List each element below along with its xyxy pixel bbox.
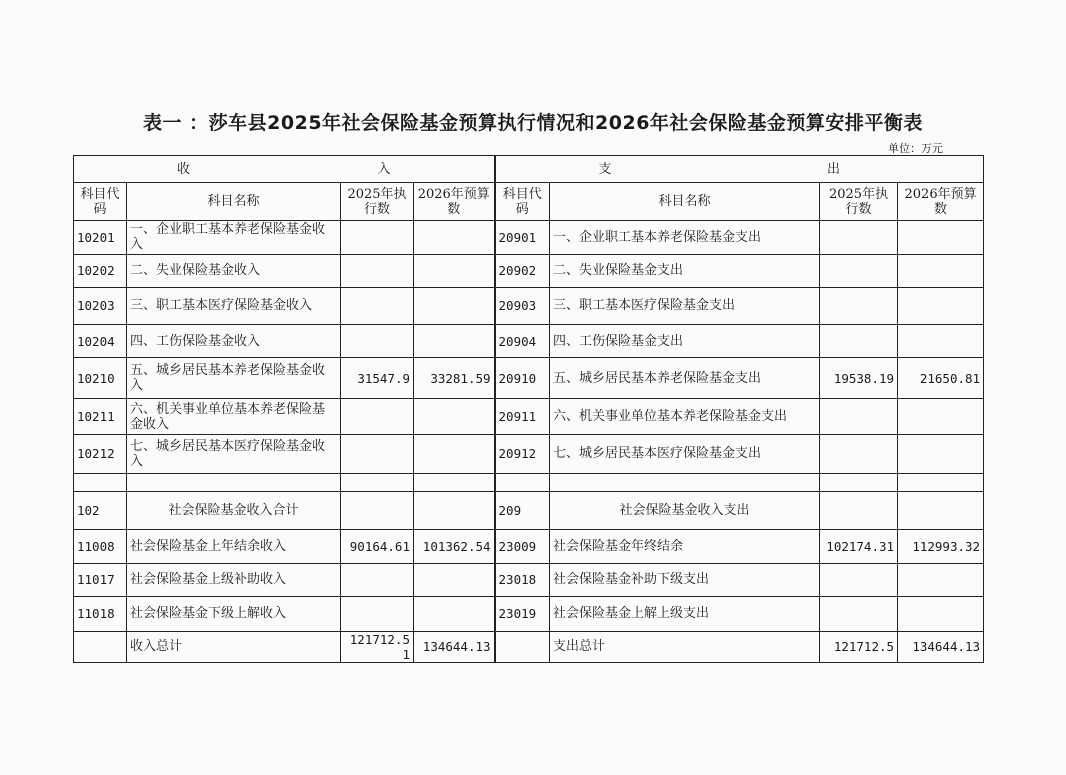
table-row <box>74 220 984 254</box>
income-code-cell: 10203 <box>74 287 127 324</box>
income-2025-cell: 31547.9 <box>341 358 414 398</box>
section-header-row <box>74 156 984 183</box>
expense-2026-cell: 134644.13 <box>898 631 984 662</box>
expense-code-cell <box>495 473 550 491</box>
expense-code-cell: 20910 <box>495 358 550 398</box>
table-row <box>74 631 984 662</box>
income-2026-cell <box>414 435 495 473</box>
expense-2026-cell <box>898 597 984 631</box>
expense-2025-header: 2025年执行数 <box>820 183 898 220</box>
expense-2025-cell <box>820 563 898 596</box>
income-name-cell: 收入总计 <box>127 631 341 662</box>
expense-name-cell: 社会保险基金年终结余 <box>550 530 820 563</box>
income-name-cell: 社会保险基金下级上解收入 <box>127 597 341 631</box>
expense-name-cell: 社会保险基金补助下级支出 <box>550 563 820 596</box>
expense-name-cell: 七、城乡居民基本医疗保险基金支出 <box>550 435 820 473</box>
balance-table <box>73 155 984 663</box>
table-row <box>74 287 984 324</box>
table-row <box>74 491 984 529</box>
income-2026-cell: 101362.54 <box>414 530 495 563</box>
income-2026-cell <box>414 255 495 287</box>
income-name-cell: 社会保险基金上级补助收入 <box>127 563 341 596</box>
income-code-cell: 10212 <box>74 435 127 473</box>
expense-2025-cell <box>820 473 898 491</box>
table-row <box>74 597 984 631</box>
expense-2025-cell: 121712.5 <box>820 631 898 662</box>
income-2025-cell <box>341 435 414 473</box>
income-code-cell: 10202 <box>74 255 127 287</box>
expense-code-cell: 20912 <box>495 435 550 473</box>
income-header-char-2: 入 <box>377 161 391 177</box>
expense-2025-cell <box>820 324 898 357</box>
income-2026-header: 2026年预算数 <box>414 183 495 220</box>
income-code-header: 科目代码 <box>74 183 127 220</box>
expense-code-cell: 20911 <box>495 398 550 434</box>
expense-code-cell <box>495 631 550 662</box>
income-code-cell: 10201 <box>74 220 127 254</box>
income-2025-cell <box>341 563 414 596</box>
income-code-cell: 11018 <box>74 597 127 631</box>
income-2026-cell <box>414 398 495 434</box>
income-2026-cell <box>414 324 495 357</box>
income-2026-cell <box>414 287 495 324</box>
expense-2026-cell: 112993.32 <box>898 530 984 563</box>
expense-2026-cell <box>898 287 984 324</box>
income-2025-cell <box>341 398 414 434</box>
expense-2026-header: 2026年预算数 <box>898 183 984 220</box>
expense-2025-cell <box>820 287 898 324</box>
expense-2026-cell <box>898 255 984 287</box>
income-name-cell: 三、职工基本医疗保险基金收入 <box>127 287 341 324</box>
income-code-cell: 11017 <box>74 563 127 596</box>
income-code-cell <box>74 473 127 491</box>
table-row <box>74 473 984 491</box>
income-code-cell <box>74 631 127 662</box>
expense-2025-cell: 19538.19 <box>820 358 898 398</box>
income-2025-cell <box>341 473 414 491</box>
income-2026-cell <box>414 563 495 596</box>
expense-2026-cell <box>898 220 984 254</box>
expense-2026-cell <box>898 398 984 434</box>
income-name-cell: 社会保险基金上年结余收入 <box>127 530 341 563</box>
table-row <box>74 435 984 473</box>
income-header-char-1: 收 <box>177 161 191 177</box>
expense-name-cell <box>550 473 820 491</box>
expense-code-cell: 20902 <box>495 255 550 287</box>
income-name-cell: 社会保险基金收入合计 <box>127 491 341 529</box>
income-2026-cell <box>414 491 495 529</box>
income-2025-cell <box>341 255 414 287</box>
expense-name-cell: 一、企业职工基本养老保险基金支出 <box>550 220 820 254</box>
expense-2026-cell: 21650.81 <box>898 358 984 398</box>
expense-2026-cell <box>898 491 984 529</box>
unit-label: 单位：万元 <box>888 142 943 155</box>
income-2025-cell <box>341 491 414 529</box>
expense-section-header <box>495 156 984 183</box>
income-code-cell: 11008 <box>74 530 127 563</box>
expense-2026-cell <box>898 435 984 473</box>
expense-2025-cell <box>820 255 898 287</box>
income-name-cell: 五、城乡居民基本养老保险基金收入 <box>127 358 341 398</box>
table-row <box>74 563 984 596</box>
expense-code-cell: 209 <box>495 491 550 529</box>
expense-code-header: 科目代码 <box>495 183 550 220</box>
income-code-cell: 10210 <box>74 358 127 398</box>
income-2026-cell <box>414 473 495 491</box>
income-name-cell: 六、机关事业单位基本养老保险基金收入 <box>127 398 341 434</box>
expense-code-cell: 23009 <box>495 530 550 563</box>
expense-name-cell: 社会保险基金上解上级支出 <box>550 597 820 631</box>
income-code-cell: 102 <box>74 491 127 529</box>
expense-2025-cell <box>820 398 898 434</box>
expense-2025-cell <box>820 220 898 254</box>
expense-2026-cell <box>898 563 984 596</box>
income-section-header <box>74 156 495 183</box>
income-name-cell: 四、工伤保险基金收入 <box>127 324 341 357</box>
income-2025-cell <box>341 597 414 631</box>
expense-code-cell: 23019 <box>495 597 550 631</box>
income-2026-cell: 33281.59 <box>414 358 495 398</box>
income-2025-header: 2025年执行数 <box>341 183 414 220</box>
income-2025-cell: 121712.51 <box>341 631 414 662</box>
income-code-cell: 10204 <box>74 324 127 357</box>
income-2026-cell <box>414 597 495 631</box>
expense-code-cell: 20903 <box>495 287 550 324</box>
expense-name-header: 科目名称 <box>550 183 820 220</box>
expense-code-cell: 20904 <box>495 324 550 357</box>
income-code-cell: 10211 <box>74 398 127 434</box>
expense-name-cell: 四、工伤保险基金支出 <box>550 324 820 357</box>
expense-code-cell: 23018 <box>495 563 550 596</box>
expense-2025-cell: 102174.31 <box>820 530 898 563</box>
income-2026-cell <box>414 220 495 254</box>
income-2025-cell <box>341 324 414 357</box>
expense-name-cell: 三、职工基本医疗保险基金支出 <box>550 287 820 324</box>
expense-name-cell: 六、机关事业单位基本养老保险基金支出 <box>550 398 820 434</box>
expense-2025-cell <box>820 435 898 473</box>
expense-name-cell: 二、失业保险基金支出 <box>550 255 820 287</box>
expense-2025-cell <box>820 491 898 529</box>
income-2025-cell <box>341 287 414 324</box>
income-2026-cell: 134644.13 <box>414 631 495 662</box>
income-name-header: 科目名称 <box>127 183 341 220</box>
table-row <box>74 530 984 563</box>
expense-header-char-2: 出 <box>827 161 841 177</box>
expense-name-cell: 支出总计 <box>550 631 820 662</box>
income-2025-cell: 90164.61 <box>341 530 414 563</box>
income-name-cell <box>127 473 341 491</box>
income-name-cell: 二、失业保险基金收入 <box>127 255 341 287</box>
expense-header-char-1: 支 <box>598 161 612 177</box>
expense-2026-cell <box>898 324 984 357</box>
column-header-row <box>74 183 984 220</box>
income-name-cell: 七、城乡居民基本医疗保险基金收入 <box>127 435 341 473</box>
expense-name-cell: 社会保险基金收入支出 <box>550 491 820 529</box>
expense-2025-cell <box>820 597 898 631</box>
expense-2026-cell <box>898 473 984 491</box>
income-2025-cell <box>341 220 414 254</box>
table-row <box>74 255 984 287</box>
income-name-cell: 一、企业职工基本养老保险基金收入 <box>127 220 341 254</box>
table-row <box>74 324 984 357</box>
expense-name-cell: 五、城乡居民基本养老保险基金支出 <box>550 358 820 398</box>
table-row <box>74 358 984 398</box>
expense-code-cell: 20901 <box>495 220 550 254</box>
page-title: 表一 ：莎车县2025年社会保险基金预算执行情况和2026年社会保险基金预算安排平衡表 <box>143 112 923 134</box>
table-row <box>74 398 984 434</box>
